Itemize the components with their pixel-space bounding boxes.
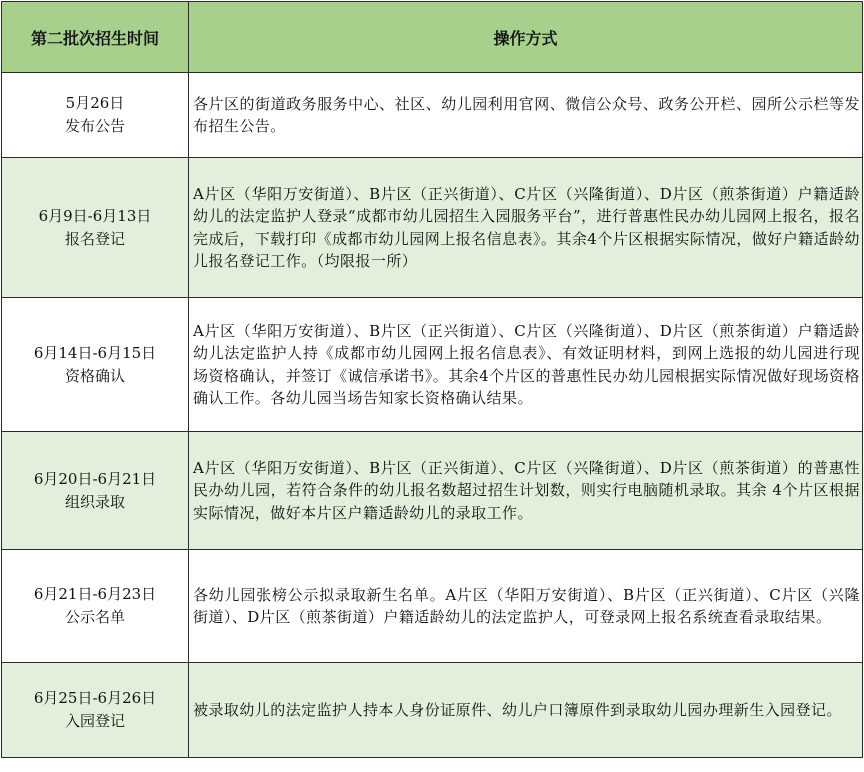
row-description: 被录取幼儿的法定监护人持本人身份证原件、幼儿户口簿原件到录取幼儿园办理新生入园登记。 [189, 663, 863, 758]
time-cell [2, 298, 189, 432]
row-stage: 报名登记 [64, 229, 125, 248]
row-date: 6月20日-6月21日 [33, 469, 157, 488]
enrollment-schedule-table [1, 1, 863, 758]
time-cell [2, 73, 189, 158]
row-date: 6月25日-6月26日 [33, 689, 157, 707]
table-row [2, 298, 863, 432]
row-stage: 入园登记 [64, 712, 125, 730]
table-row [2, 432, 863, 550]
row-date: 6月9日-6月13日 [38, 206, 152, 225]
row-stage: 资格确认 [64, 366, 125, 385]
row-stage: 组织录取 [64, 492, 125, 511]
row-stage: 公示名单 [64, 608, 125, 626]
row-date: 5月26日 [65, 94, 125, 112]
table-header-row [2, 2, 863, 73]
row-stage: 发布公告 [64, 117, 125, 135]
table-row [2, 158, 863, 298]
table-row [2, 73, 863, 158]
table-row [2, 663, 863, 758]
time-cell [2, 158, 189, 298]
time-cell [2, 663, 189, 758]
schedule-sheet [1, 1, 864, 758]
row-description: 各片区的街道政务服务中心、社区、幼儿园利用官网、微信公众号、政务公开栏、园所公示栏等发布招生公告。 [189, 73, 863, 158]
header-time: 第二批次招生时间 [2, 2, 189, 73]
row-date: 6月14日-6月15日 [33, 343, 157, 362]
header-method: 操作方式 [189, 2, 863, 73]
row-date: 6月21日-6月23日 [33, 585, 157, 603]
row-description: A片区（华阳万安街道）、B片区（正兴街道）、C片区（兴隆街道）、D片区（煎茶街道）的普惠性民办幼儿园，若符合条件的幼儿报名数超过招生计划数，则实行电脑随机录取。其余 4个片区根据实际情况，做好本片区户籍适龄幼儿的录取工作。 [189, 432, 863, 550]
row-description: A片区（华阳万安街道）、B片区（正兴街道）、C片区（兴隆街道）、D片区（煎茶街道）户籍适龄幼儿法定监护人持《成都市幼儿园网上报名信息表》、有效证明材料，到网上选报的幼儿园进行现场资格确认，并签订《诚信承诺书》。其余4个片区的普惠性民办幼儿园根据实际情况做好现场资格确认工作。各幼儿园当场告知家长资格确认结果。 [189, 298, 863, 432]
time-cell [2, 550, 189, 663]
row-description: 各幼儿园张榜公示拟录取新生名单。A片区（华阳万安街道）、B片区（正兴街道）、C片区（兴隆街道）、D片区（煎茶街道）户籍适龄幼儿的法定监护人，可登录网上报名系统查看录取结果。 [189, 550, 863, 663]
table-row [2, 550, 863, 663]
time-cell [2, 432, 189, 550]
row-description: A片区（华阳万安街道）、B片区（正兴街道）、C片区（兴隆街道）、D片区（煎茶街道）户籍适龄幼儿的法定监护人登录“成都市幼儿园招生入园服务平台”，进行普惠性民办幼儿园网上报名，报名完成后，下载打印《成都市幼儿园网上报名信息表》。其余4个片区根据实际情况，做好户籍适龄幼儿报名登记工作。（均限报一所） [189, 158, 863, 298]
